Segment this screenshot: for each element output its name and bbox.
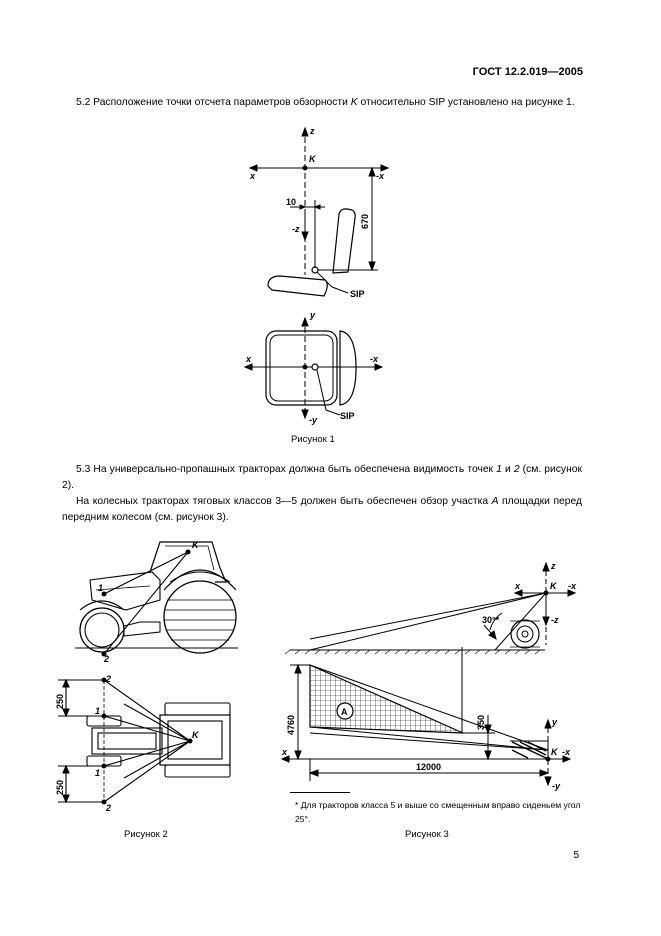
figure-1-caption: Рисунок 1 <box>291 434 335 445</box>
point-2-ref: 2 <box>513 464 520 475</box>
fig1-label-neg-y: -y <box>309 415 318 425</box>
standard-header: ГОСТ 12.2.019—2005 <box>472 66 583 78</box>
fig1-label-neg-z: -z <box>292 224 300 234</box>
fig3-dim-350: 350 <box>476 714 486 730</box>
fig1-plan-label-x: x <box>246 354 252 364</box>
para-5-3-text-b: (см. рисунок 2). <box>62 464 582 491</box>
fig2-dim-250-bottom: 250 <box>55 779 65 795</box>
fig2-plan-label-1-bottom: 1 <box>95 768 101 778</box>
fig1-dim-10: 10 <box>286 197 297 207</box>
figure-3 <box>270 555 590 795</box>
fig3-dim-4760: 4760 <box>286 714 296 735</box>
fig1-label-sip: SIP <box>350 289 365 299</box>
fig1-label-k: K <box>309 154 316 164</box>
fig3-label-x: x <box>515 581 521 591</box>
fig3-label-z: z <box>551 561 556 571</box>
fig3-front-wheel <box>511 620 539 648</box>
figure-1 <box>0 0 661 460</box>
fig2-label-1-side: 1 <box>98 583 104 593</box>
fig1-label-x: x <box>250 171 256 181</box>
fig3-label-neg-z: -z <box>551 615 559 625</box>
fig3-plan-label-neg-x: -x <box>562 747 571 757</box>
fig2-cab-plan <box>160 715 230 765</box>
fig2-front-wheel <box>80 608 124 652</box>
fig2-cab <box>150 542 226 582</box>
para-5-2-text-b: относительно SIP установлено на рисунке 1. <box>357 97 575 108</box>
figure-2-caption: Рисунок 2 <box>124 829 168 840</box>
figure-3-caption: Рисунок 3 <box>405 829 449 840</box>
page-number: 5 <box>573 850 579 861</box>
para-5-2-text-a: 5.2 Расположение точки отсчета параметров обзорности <box>76 97 351 108</box>
paragraph-5-3-wheeled <box>62 494 582 526</box>
para-5-3b-text-b: площадки перед передним колесом (см. рисунок 3). <box>62 496 582 523</box>
fig1-k-point <box>303 166 307 170</box>
fig2-plan-label-1-top: 1 <box>95 706 101 716</box>
fig1-label-y: y <box>310 310 316 320</box>
para-5-3-and: и <box>501 464 514 475</box>
fig1-seat-plan <box>266 331 337 405</box>
fig2-plan-label-k: K <box>192 730 199 740</box>
fig3-label-k: K <box>550 581 557 591</box>
fig3-angle-label: 30°* <box>482 615 500 625</box>
fig1-plan-label-sip: SIP <box>340 411 355 421</box>
fig3-label-neg-x: -x <box>568 581 577 591</box>
fig2-hood-plan <box>92 728 162 754</box>
fig1-back-plan <box>340 331 356 405</box>
fig2-plan-label-2-bottom: 2 <box>106 803 112 813</box>
fig3-plan-label-x: x <box>282 747 288 757</box>
fig3-label-y: y <box>552 717 558 727</box>
fig2-rear-wheel <box>164 581 236 653</box>
para-5-3-text-a: 5.3 На универсально-пропашных тракторах должна быть обеспечена видимость точек <box>76 464 497 475</box>
point-1-ref: 1 <box>496 464 502 475</box>
footnote-rule <box>290 792 350 793</box>
para-5-3b-text-a: На колесных тракторах тяговых классов 3—5 должен быть обеспечен обзор участка <box>76 496 492 507</box>
fig2-label-2-side: 2 <box>104 654 110 664</box>
fig1-plan-label-neg-x: -x <box>370 354 379 364</box>
paragraph-5-3 <box>62 462 582 494</box>
area-a-ref: A <box>491 496 499 507</box>
fig2-dim-250-top: 250 <box>55 693 65 709</box>
fig3-area-label: A <box>341 707 348 717</box>
fig3-area-a <box>310 665 463 733</box>
figure-2 <box>0 530 280 820</box>
fig1-label-neg-x: -x <box>376 171 385 181</box>
fig3-label-neg-y: -y <box>552 781 561 791</box>
point-k-ref: K <box>350 97 358 108</box>
fig3-plan-label-k: K <box>551 747 558 757</box>
fig1-seat-back <box>333 209 355 273</box>
fig2-label-k: K <box>192 540 199 550</box>
footnote: * Для тракторов класса 5 и выше со смещенным вправо сиденьем угол 25°. <box>295 800 581 824</box>
fig1-seat-cushion <box>268 276 327 296</box>
fig1-dim-670: 670 <box>360 213 370 229</box>
fig3-dim-12000: 12000 <box>416 762 442 772</box>
fig2-plan-label-2-top: 2 <box>106 674 112 684</box>
fig1-label-z: z <box>310 126 315 136</box>
